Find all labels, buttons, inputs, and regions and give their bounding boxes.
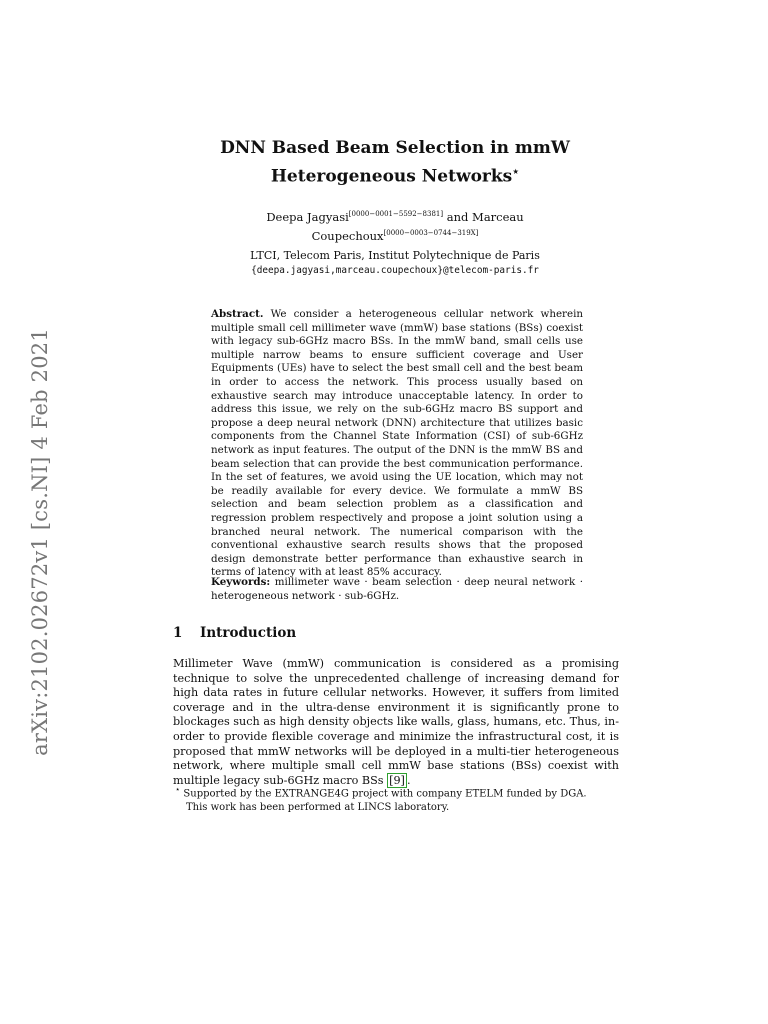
keywords-text: millimeter wave · beam selection · deep neural network · heterogeneous network · sub-6GHz. <box>211 576 583 602</box>
footnote <box>175 783 621 814</box>
author-line-1 <box>220 206 570 225</box>
institution: LTCI, Telecom Paris, Institut Polytechnique de Paris <box>250 249 540 262</box>
footnote-line-1 <box>175 783 621 801</box>
paragraph-end: . <box>406 773 411 787</box>
author-list <box>220 206 570 244</box>
orcid-id: [0000−0003−0744−319X] <box>383 228 479 237</box>
keywords <box>211 576 583 603</box>
section-number: 1 <box>173 625 183 641</box>
author-connector: and Marceau <box>446 209 524 224</box>
author-name: Coupechoux <box>311 228 384 243</box>
keywords-label: Keywords: <box>211 576 271 588</box>
title-line-2 <box>190 160 600 189</box>
footnote-line-2: This work has been performed at LINCS laboratory. <box>186 801 450 813</box>
citation-link[interactable]: [9] <box>389 773 405 787</box>
abstract-label: Abstract. <box>211 308 264 320</box>
title-footnote-mark: ⋆ <box>512 165 520 178</box>
title-line-2-text: Heterogeneous Networks <box>270 166 513 187</box>
footnote-mark: ⋆ <box>175 784 181 794</box>
introduction-paragraph <box>173 657 619 788</box>
paper-title <box>190 136 600 189</box>
author-line-2 <box>220 225 570 244</box>
affiliation <box>200 248 590 278</box>
arxiv-side-stamp: arXiv:2102.02672v1 [cs.NI] 4 Feb 2021 <box>28 328 52 756</box>
author-name: Deepa Jagyasi <box>266 209 349 224</box>
footnote-text: Supported by the EXTRANGE4G project with company ETELM funded by DGA. <box>183 788 587 800</box>
section-heading <box>173 625 296 641</box>
section-title: Introduction <box>200 625 297 641</box>
title-line-1: DNN Based Beam Selection in mmW <box>220 138 570 158</box>
abstract-text: We consider a heterogeneous cellular network wherein multiple small cell millimeter wave (mmW) base stations (BSs) coexist with legacy sub-6GHz macro BSs. In the mmW band, small cells use multiple narrow beams to ensure sufficient coverage and User Equipments (UEs) have to select the best small cell and the best beam in order to access the network. This process usually based on exhaustive search may introduce unacceptable latency. In order to address this issue, we rely on the sub-6GHz macro BS support and propose a deep neural network (DNN) architecture that utilizes basic components from the Channel State Information (CSI) of sub-6GHz network as input features. The output of the DNN is the mmW BS and beam selection that can provide the best communication performance. In the set of features, we avoid using the UE location, which may not be readily available for every device. We formulate a mmW BS selection and beam selection problem as a classification and regression problem respectively and propose a joint solution using a branched neural network. The numerical comparison with the conventional exhaustive search results shows that the proposed design demonstrate better performance than exhaustive search in terms of latency with at least 85% accuracy. <box>211 308 584 579</box>
orcid-id: [0000−0001−5592−8381] <box>348 210 444 218</box>
abstract <box>211 308 583 580</box>
author-email[interactable]: {deepa.jagyasi,marceau.coupechoux}@telecom-paris.fr <box>251 265 539 276</box>
paragraph-text: Millimeter Wave (mmW) communication is considered as a promising technique to solve the unprecedented challenge of increasing demand for high data rates in future cellular networks. However, it suffers from limited coverage and in the ultra-dense environment it is significantly prone to blockages such as high density objects like walls, glass, humans, etc. Thus, in-order to provide flexible coverage and minimize the infrastructural cost, it is proposed that mmW networks will be deployed in a multi-tier heterogeneous network, where multiple small cell mmW base stations (BSs) coexist with multiple legacy sub-6GHz macro BSs <box>173 657 619 787</box>
